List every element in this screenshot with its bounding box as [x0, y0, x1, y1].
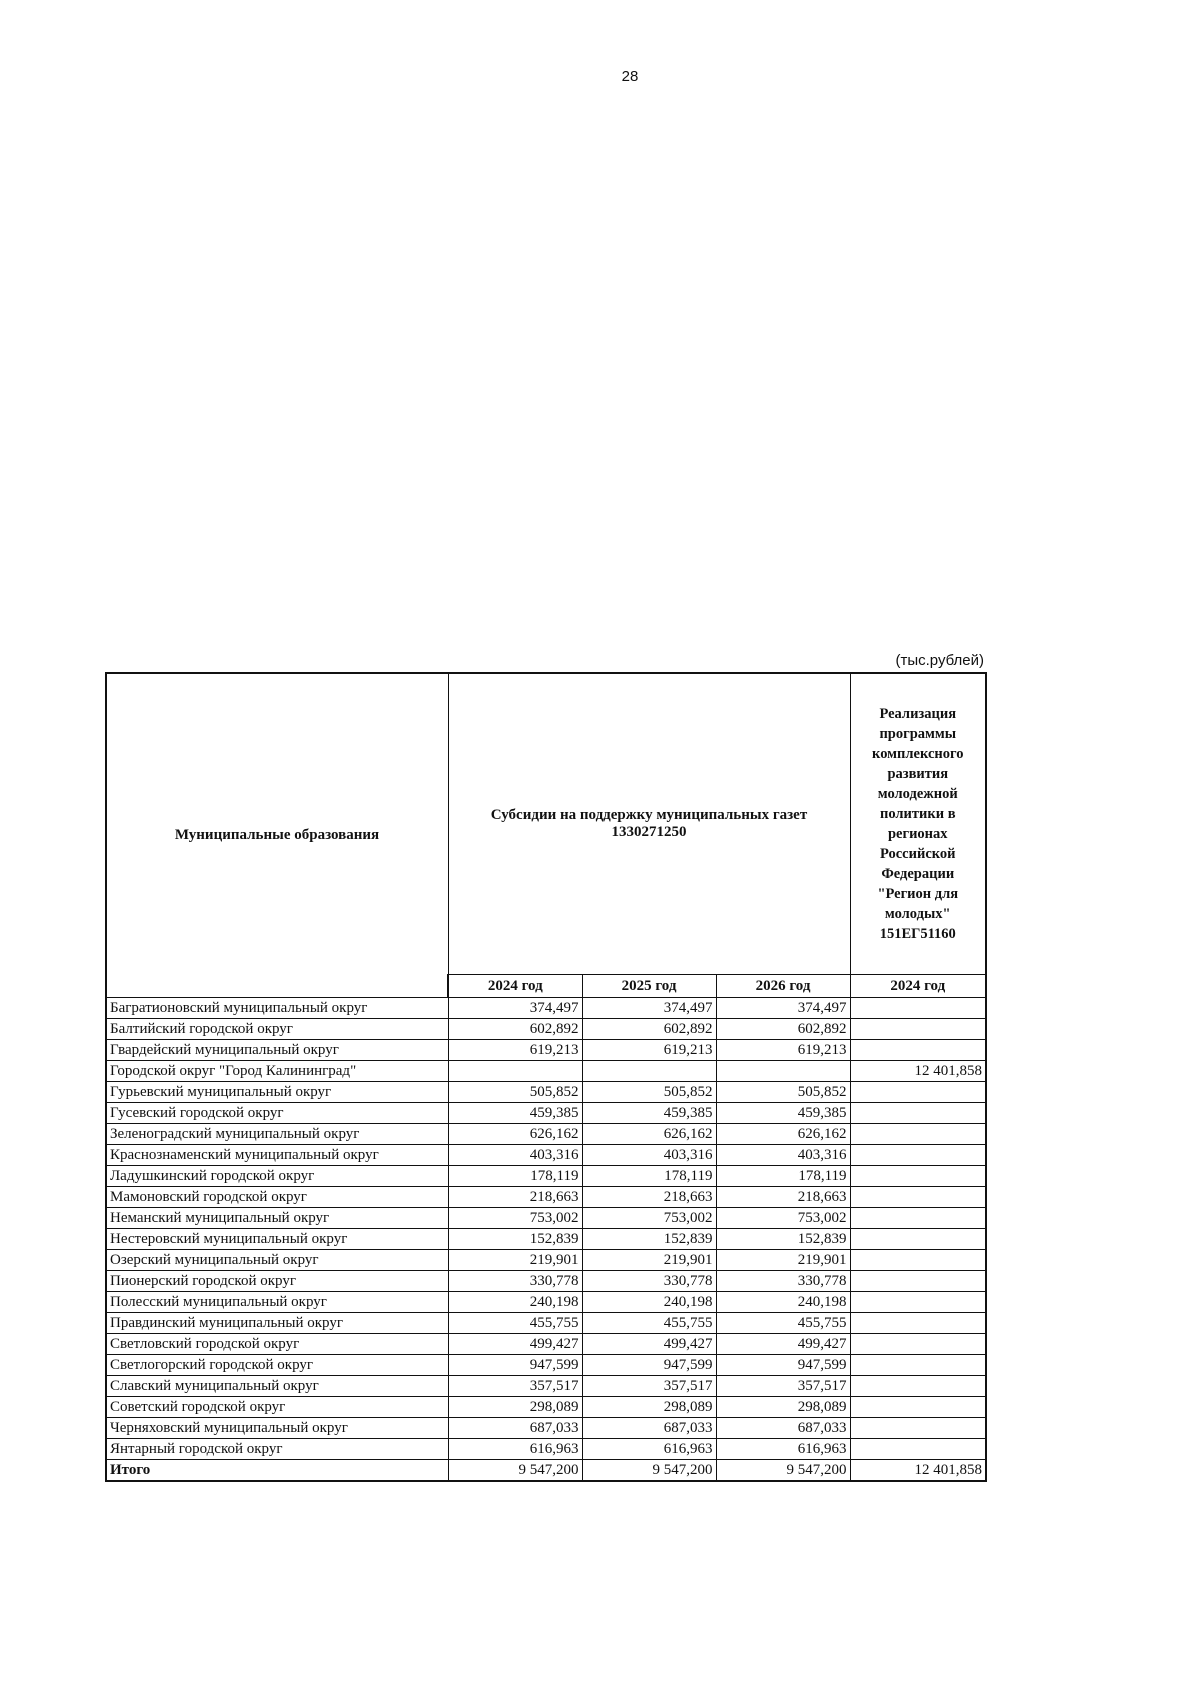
youth-column-title: Реализация программы комплексного развития молодежной политики в регионах Российской Федерации "Регион для молодых"	[872, 706, 964, 922]
municipality-name-cell: Славский муниципальный округ	[106, 1376, 448, 1397]
table-row	[106, 1124, 986, 1145]
amount-cell: 218,663	[448, 1187, 582, 1208]
table-row	[106, 1019, 986, 1040]
amount-cell: 499,427	[448, 1334, 582, 1355]
table-body	[106, 998, 986, 1482]
amount-cell	[850, 1271, 986, 1292]
amount-cell: 9 547,200	[448, 1460, 582, 1482]
municipality-name-cell: Советский городской округ	[106, 1397, 448, 1418]
table-row	[106, 1313, 986, 1334]
units-label: (тыс.рублей)	[895, 652, 984, 669]
amount-cell: 240,198	[582, 1292, 716, 1313]
table-row	[106, 1103, 986, 1124]
municipality-name-cell: Правдинский муниципальный округ	[106, 1313, 448, 1334]
amount-cell: 687,033	[582, 1418, 716, 1439]
amount-cell: 240,198	[448, 1292, 582, 1313]
municipality-name-cell: Городской округ "Город Калининград"	[106, 1061, 448, 1082]
amount-cell: 687,033	[448, 1418, 582, 1439]
amount-cell	[850, 1376, 986, 1397]
table-row	[106, 1250, 986, 1271]
municipality-name-cell: Зеленоградский муниципальный округ	[106, 1124, 448, 1145]
table-row	[106, 1271, 986, 1292]
table-row	[106, 1439, 986, 1460]
municipality-name-cell: Мамоновский городской округ	[106, 1187, 448, 1208]
amount-cell: 357,517	[716, 1376, 850, 1397]
amount-cell: 947,599	[716, 1355, 850, 1376]
amount-cell: 218,663	[582, 1187, 716, 1208]
amount-cell: 947,599	[582, 1355, 716, 1376]
youth-column-header	[850, 673, 986, 975]
table-row	[106, 1292, 986, 1313]
amount-cell: 374,497	[582, 998, 716, 1019]
page-number: 28	[621, 68, 639, 85]
municipality-name-cell: Пионерский городской округ	[106, 1271, 448, 1292]
amount-cell: 12 401,858	[850, 1460, 986, 1482]
amount-cell: 330,778	[716, 1271, 850, 1292]
year-header: 2026 год	[716, 975, 850, 998]
amount-cell: 218,663	[716, 1187, 850, 1208]
amount-cell: 403,316	[448, 1145, 582, 1166]
amount-cell	[850, 1418, 986, 1439]
subsidy-column-code: 1330271250	[611, 824, 687, 840]
municipality-name-cell: Багратионовский муниципальный округ	[106, 998, 448, 1019]
amount-cell	[850, 1250, 986, 1271]
municipality-name-cell: Янтарный городской округ	[106, 1439, 448, 1460]
table-row	[106, 1208, 986, 1229]
municipality-name-cell: Гвардейский муниципальный округ	[106, 1040, 448, 1061]
amount-cell	[850, 1334, 986, 1355]
amount-cell	[850, 1187, 986, 1208]
municipality-name-cell: Балтийский городской округ	[106, 1019, 448, 1040]
amount-cell	[850, 1103, 986, 1124]
amount-cell	[850, 998, 986, 1019]
amount-cell: 374,497	[716, 998, 850, 1019]
amount-cell	[850, 1229, 986, 1250]
amount-cell	[850, 1439, 986, 1460]
municipality-name-cell: Светлогорский городской округ	[106, 1355, 448, 1376]
amount-cell: 152,839	[716, 1229, 850, 1250]
amount-cell: 626,162	[716, 1124, 850, 1145]
amount-cell	[448, 1061, 582, 1082]
table-row	[106, 1397, 986, 1418]
amount-cell: 616,963	[582, 1439, 716, 1460]
amount-cell: 505,852	[448, 1082, 582, 1103]
municipality-name-cell: Итого	[106, 1460, 448, 1482]
amount-cell: 330,778	[448, 1271, 582, 1292]
municipality-name-cell: Черняховский муниципальный округ	[106, 1418, 448, 1439]
amount-cell: 753,002	[448, 1208, 582, 1229]
amount-cell	[850, 1208, 986, 1229]
municipality-column-header: Муниципальные образования	[106, 673, 448, 998]
amount-cell: 219,901	[716, 1250, 850, 1271]
amount-cell	[850, 1355, 986, 1376]
table-row	[106, 1082, 986, 1103]
amount-cell: 602,892	[582, 1019, 716, 1040]
table-row	[106, 1166, 986, 1187]
municipality-name-cell: Гусевский городской округ	[106, 1103, 448, 1124]
amount-cell: 455,755	[448, 1313, 582, 1334]
municipality-name-cell: Светловский городской округ	[106, 1334, 448, 1355]
municipality-name-cell: Нестеровский муниципальный округ	[106, 1229, 448, 1250]
amount-cell: 403,316	[716, 1145, 850, 1166]
amount-cell	[850, 1040, 986, 1061]
amount-cell	[716, 1061, 850, 1082]
amount-cell: 459,385	[582, 1103, 716, 1124]
amount-cell: 9 547,200	[716, 1460, 850, 1482]
amount-cell: 455,755	[582, 1313, 716, 1334]
amount-cell: 602,892	[448, 1019, 582, 1040]
amount-cell: 687,033	[716, 1418, 850, 1439]
amount-cell: 505,852	[716, 1082, 850, 1103]
amount-cell: 753,002	[716, 1208, 850, 1229]
amount-cell: 753,002	[582, 1208, 716, 1229]
amount-cell: 616,963	[448, 1439, 582, 1460]
municipality-name-cell: Озерский муниципальный округ	[106, 1250, 448, 1271]
amount-cell	[850, 1124, 986, 1145]
table-row	[106, 1355, 986, 1376]
table-row	[106, 1229, 986, 1250]
municipality-name-cell: Ладушкинский городской округ	[106, 1166, 448, 1187]
amount-cell: 178,119	[716, 1166, 850, 1187]
amount-cell	[850, 1166, 986, 1187]
amount-cell: 9 547,200	[582, 1460, 716, 1482]
amount-cell: 219,901	[448, 1250, 582, 1271]
amount-cell: 240,198	[716, 1292, 850, 1313]
amount-cell: 298,089	[716, 1397, 850, 1418]
amount-cell: 947,599	[448, 1355, 582, 1376]
table-row	[106, 1187, 986, 1208]
amount-cell	[582, 1061, 716, 1082]
amount-cell: 619,213	[448, 1040, 582, 1061]
amount-cell: 152,839	[448, 1229, 582, 1250]
total-row	[106, 1460, 986, 1482]
amount-cell: 455,755	[716, 1313, 850, 1334]
table-row	[106, 998, 986, 1019]
subsidy-column-title: Субсидии на поддержку муниципальных газет	[490, 807, 808, 823]
year-header: 2025 год	[582, 975, 716, 998]
amount-cell: 626,162	[448, 1124, 582, 1145]
amount-cell: 499,427	[582, 1334, 716, 1355]
amount-cell	[850, 1145, 986, 1166]
youth-column-code: 151ЕГ51160	[879, 926, 956, 942]
amount-cell	[850, 1292, 986, 1313]
amount-cell: 619,213	[716, 1040, 850, 1061]
amount-cell: 298,089	[582, 1397, 716, 1418]
amount-cell: 619,213	[582, 1040, 716, 1061]
amount-cell: 499,427	[716, 1334, 850, 1355]
amount-cell: 330,778	[582, 1271, 716, 1292]
table-row	[106, 1061, 986, 1082]
amount-cell: 219,901	[582, 1250, 716, 1271]
table-row	[106, 1376, 986, 1397]
municipality-name-cell: Гурьевский муниципальный округ	[106, 1082, 448, 1103]
amount-cell: 403,316	[582, 1145, 716, 1166]
amount-cell: 459,385	[716, 1103, 850, 1124]
amount-cell: 152,839	[582, 1229, 716, 1250]
amount-cell: 616,963	[716, 1439, 850, 1460]
amount-cell	[850, 1313, 986, 1334]
municipality-name-cell: Неманский муниципальный округ	[106, 1208, 448, 1229]
amount-cell: 357,517	[448, 1376, 582, 1397]
amount-cell: 374,497	[448, 998, 582, 1019]
amount-cell: 505,852	[582, 1082, 716, 1103]
amount-cell: 178,119	[582, 1166, 716, 1187]
table-row	[106, 1040, 986, 1061]
table-row	[106, 1334, 986, 1355]
amount-cell: 357,517	[582, 1376, 716, 1397]
amount-cell	[850, 1082, 986, 1103]
year-header: 2024 год	[850, 975, 986, 998]
amount-cell: 298,089	[448, 1397, 582, 1418]
subsidy-column-header	[448, 673, 850, 975]
amount-cell: 459,385	[448, 1103, 582, 1124]
year-header: 2024 год	[448, 975, 582, 998]
table-row	[106, 1418, 986, 1439]
amount-cell: 12 401,858	[850, 1061, 986, 1082]
amount-cell	[850, 1019, 986, 1040]
amount-cell	[850, 1397, 986, 1418]
amount-cell: 178,119	[448, 1166, 582, 1187]
table-row	[106, 1145, 986, 1166]
amount-cell: 602,892	[716, 1019, 850, 1040]
amount-cell: 626,162	[582, 1124, 716, 1145]
municipality-name-cell: Полесский муниципальный округ	[106, 1292, 448, 1313]
subsidy-table	[105, 672, 987, 1482]
municipality-name-cell: Краснознаменский муниципальный округ	[106, 1145, 448, 1166]
